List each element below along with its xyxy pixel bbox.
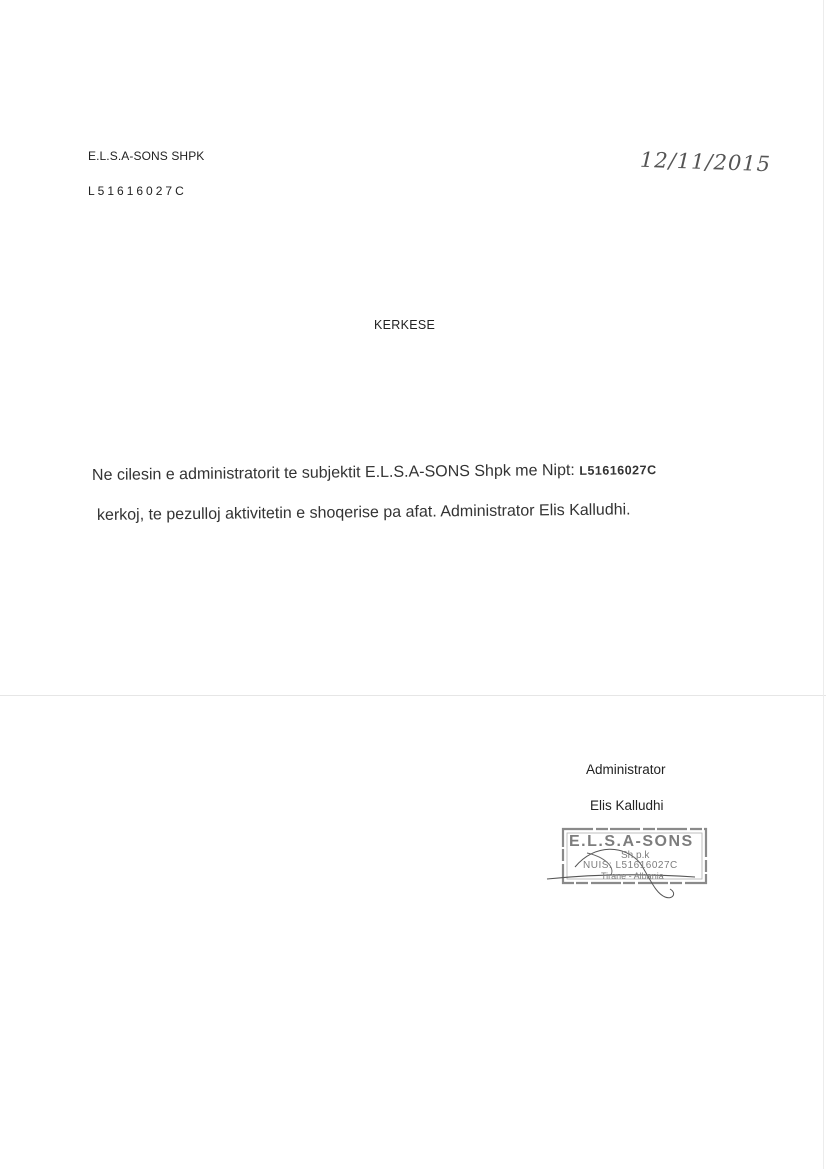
- handwritten-date: 12/11/2015: [639, 147, 772, 177]
- stamp-nuis: NUIS: L51616027C: [583, 860, 678, 871]
- stamp-city: Tirane - Albania: [601, 871, 664, 881]
- document-title: KERKESE: [374, 318, 436, 332]
- signature-role: Administrator: [586, 762, 666, 777]
- scan-edge-line: [823, 0, 824, 1169]
- stamp-company-form: Sh.p.k: [621, 850, 650, 861]
- body-line-1: [92, 461, 657, 485]
- company-stamp: [545, 823, 715, 905]
- company-nipt: L51616027C: [88, 184, 187, 198]
- signature-name: Elis Kalludhi: [590, 798, 664, 813]
- company-name: E.L.S.A-SONS SHPK: [88, 149, 205, 163]
- page-fold-line: [0, 695, 826, 696]
- body-line-1-nipt: L51616027C: [579, 463, 657, 478]
- body-line-1-text: Ne cilesin e administratorit te subjektit E.L.S.A-SONS Shpk me Nipt:: [91, 461, 575, 484]
- stamp-company-name: E.L.S.A-SONS: [569, 833, 694, 850]
- body-line-2: kerkoj, te pezulloj aktivitetin e shoqerise pa afat. Administrator Elis Kalludhi.: [96, 501, 631, 524]
